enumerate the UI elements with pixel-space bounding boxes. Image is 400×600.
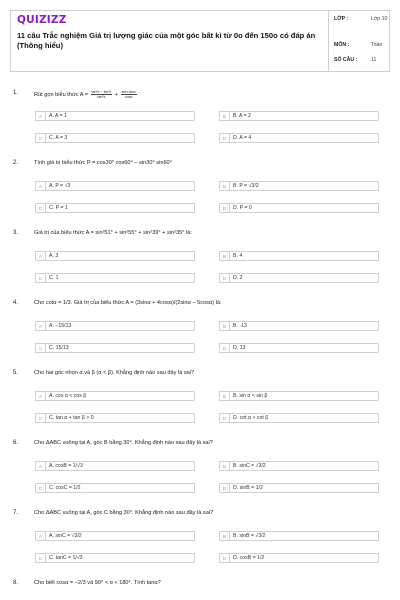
fraction-denominator: tan²x: [97, 95, 106, 99]
option-text: B. -13: [233, 323, 247, 329]
option-a[interactable]: [35, 461, 195, 471]
option-text: B. sinB = √3/2: [233, 533, 266, 539]
option-letter: C: [36, 414, 46, 423]
option-letter: A: [36, 112, 46, 121]
option-text: D. cot α > cot β: [233, 415, 269, 421]
document-title: 11 câu Trắc nghiệm Giá trị lượng giác của một góc bất kì từ 0o đến 150o có đáp án (Thông hiểu): [17, 31, 316, 50]
option-letter: A: [36, 532, 46, 541]
option-text: D. sinB = 1/2: [233, 485, 263, 491]
option-text: C. tanC = 1/√3: [49, 555, 83, 561]
option-letter: D: [220, 414, 230, 423]
option-text: B. sinC = √3/2: [233, 463, 266, 469]
subject-value: Toán: [371, 42, 383, 48]
count-value: 11: [371, 57, 377, 63]
option-letter: B: [220, 462, 230, 471]
option-letter: D: [220, 134, 230, 143]
class-value: Lớp 10: [371, 16, 388, 22]
question-text: Cho biết cosα = −2/3 và 90° < α < 180°. Tính tanα?: [34, 580, 161, 586]
question-number: 7.: [13, 510, 19, 516]
option-letter: D: [220, 484, 230, 493]
question-text: [34, 90, 384, 99]
question-number: 2.: [13, 160, 19, 166]
option-text: C. tan α + tan β > 0: [49, 415, 94, 421]
option-d[interactable]: [219, 133, 379, 143]
option-d[interactable]: [219, 553, 379, 563]
subject-label: MÔN :: [334, 42, 350, 48]
option-letter: A: [36, 462, 46, 471]
document-header: [10, 10, 390, 72]
option-text: A. A = 1: [49, 113, 68, 119]
option-text: B. sin α < sin β: [233, 393, 268, 399]
fraction: [121, 90, 137, 99]
question-number: 3.: [13, 230, 19, 236]
option-letter: D: [220, 204, 230, 213]
option-letter: A: [36, 182, 46, 191]
option-b[interactable]: [219, 531, 379, 541]
option-text: A. cos α < cos β: [49, 393, 87, 399]
option-letter: C: [36, 204, 46, 213]
fraction-denominator: cosx: [125, 95, 133, 99]
option-text: A. −15/13: [49, 323, 72, 329]
option-text: D. 13: [233, 345, 246, 351]
option-a[interactable]: [35, 181, 195, 191]
option-text: A. sinC = √3/2: [49, 533, 82, 539]
option-letter: C: [36, 554, 46, 563]
option-c[interactable]: [35, 133, 195, 143]
option-d[interactable]: [219, 203, 379, 213]
fraction: [91, 90, 113, 99]
option-letter: B: [220, 322, 230, 331]
option-text: B. P = √3/2: [233, 183, 259, 189]
option-b[interactable]: [219, 321, 379, 331]
option-d[interactable]: [219, 483, 379, 493]
option-a[interactable]: [35, 321, 195, 331]
option-d[interactable]: [219, 413, 379, 423]
option-text: B. 4: [233, 253, 243, 259]
option-text: C. 1: [49, 275, 59, 281]
option-c[interactable]: [35, 553, 195, 563]
option-a[interactable]: [35, 251, 195, 261]
option-text: D. A = 4: [233, 135, 252, 141]
option-b[interactable]: [219, 391, 379, 401]
option-a[interactable]: [35, 111, 195, 121]
option-d[interactable]: [219, 273, 379, 283]
option-text: D. P = 0: [233, 205, 252, 211]
option-c[interactable]: [35, 273, 195, 283]
count-label: SỐ CÂU :: [334, 57, 358, 63]
meta-panel: [328, 11, 390, 71]
question-number: 4.: [13, 300, 19, 306]
question-number: 5.: [13, 370, 19, 376]
fraction-numerator: sinx.tanx: [121, 90, 136, 94]
option-text: C. cosC = 1/2: [49, 485, 81, 491]
question-number: 1.: [13, 90, 19, 96]
option-b[interactable]: [219, 181, 379, 191]
option-c[interactable]: [35, 203, 195, 213]
option-letter: A: [36, 252, 46, 261]
option-letter: A: [36, 322, 46, 331]
option-c[interactable]: [35, 343, 195, 353]
option-letter: C: [36, 484, 46, 493]
option-b[interactable]: [219, 461, 379, 471]
plus-sign: +: [114, 91, 119, 98]
question-text: Cho hai góc nhọn α và β (α < β). Khẳng định nào sau đây là sai?: [34, 370, 195, 376]
option-text: D. 2: [233, 275, 243, 281]
option-letter: A: [36, 392, 46, 401]
option-text: A. 3: [49, 253, 59, 259]
question-text: Tính giá trị biểu thức P = cos30° cos60° − sin30° sin60°: [34, 160, 172, 166]
option-c[interactable]: [35, 413, 195, 423]
option-letter: B: [220, 182, 230, 191]
option-c[interactable]: [35, 483, 195, 493]
option-letter: B: [220, 252, 230, 261]
fraction-numerator: tan²x − sin²x: [91, 90, 112, 94]
option-text: A. cosB = 1/√3: [49, 463, 83, 469]
option-letter: C: [36, 274, 46, 283]
question-number: 6.: [13, 440, 19, 446]
option-d[interactable]: [219, 343, 379, 353]
question-text: Giá trị của biểu thức A = sin²51° + sin²55° + sin²39° + sin²35° là:: [34, 230, 192, 236]
quizizz-logo[interactable]: QUIZIZZ: [17, 14, 67, 26]
option-text: B. A = 2: [233, 113, 252, 119]
option-letter: B: [220, 112, 230, 121]
option-b[interactable]: [219, 111, 379, 121]
option-letter: C: [36, 134, 46, 143]
question-text: Cho ΔABC vuông tại A, góc C bằng 30°. Khẳng định nào sau đây là sai?: [34, 510, 214, 516]
option-a[interactable]: [35, 391, 195, 401]
option-letter: C: [36, 344, 46, 353]
option-text: C. 15/13: [49, 345, 69, 351]
option-text: A. P = √3: [49, 183, 71, 189]
question-text: Cho ΔABC vuông tại A, góc B bằng 30°. Khẳng định nào sau đây là sai?: [34, 440, 213, 446]
option-letter: D: [220, 274, 230, 283]
question-number: 8.: [13, 580, 19, 586]
class-label: LỚP :: [334, 16, 349, 22]
option-letter: D: [220, 344, 230, 353]
option-text: C. P = 1: [49, 205, 68, 211]
option-text: C. A = 3: [49, 135, 68, 141]
option-text: D. cosB = 1/2: [233, 555, 265, 561]
option-letter: B: [220, 532, 230, 541]
question-stem: Rút gọn biểu thức A =: [34, 91, 88, 98]
option-b[interactable]: [219, 251, 379, 261]
question-text: Cho cotα = 1/3. Giá trị của biểu thức A = (3sinα + 4cosα)/(2sinα − 5cosα) là:: [34, 300, 222, 306]
option-letter: D: [220, 554, 230, 563]
option-letter: B: [220, 392, 230, 401]
option-a[interactable]: [35, 531, 195, 541]
